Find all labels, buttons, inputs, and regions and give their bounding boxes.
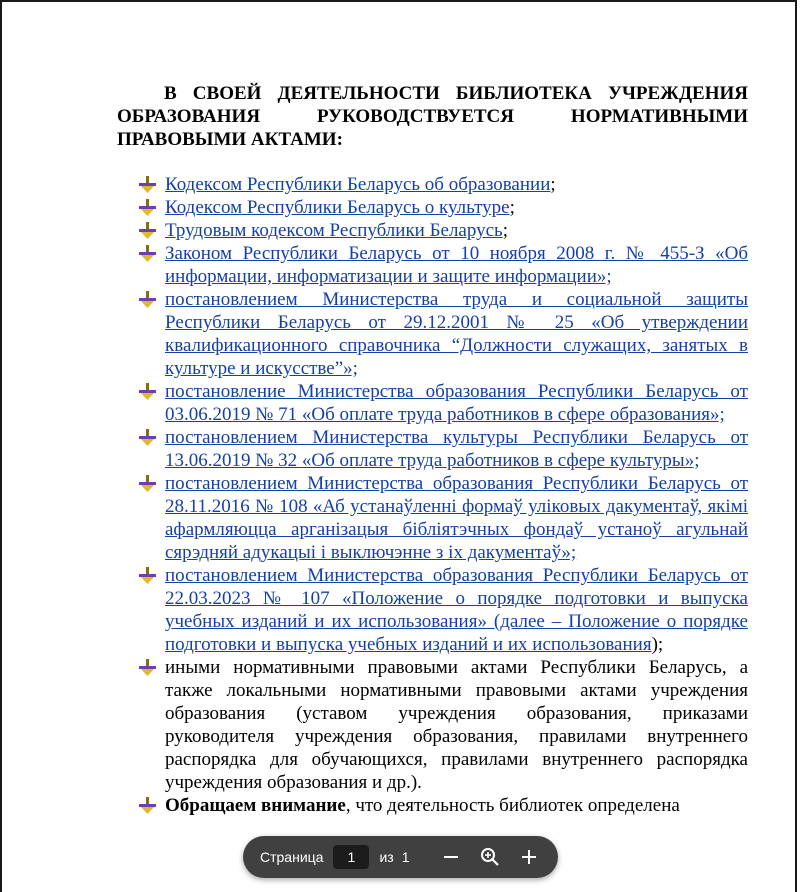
list-item-tail: ; bbox=[509, 197, 515, 218]
zoom-out-button[interactable] bbox=[436, 842, 466, 872]
notice-text: , что деятельность библиотек определена bbox=[345, 795, 680, 816]
magnifier-icon bbox=[480, 847, 500, 867]
arrow-bullet-icon bbox=[138, 245, 157, 262]
page-label: Страница bbox=[260, 849, 324, 865]
arrow-bullet-icon bbox=[138, 222, 157, 239]
list-item-link[interactable]: постановлением Министерства труда и социальной защиты Республики Беларусь от 29.12.2001 № 25 «Об утверждении квалификационного справочника “Должности служащих, занятых в культуре и искусстве”»; bbox=[165, 289, 748, 379]
list-item-tail: ; bbox=[550, 174, 556, 195]
list-item-link[interactable]: постановлением Министерства образования Республики Беларусь от 28.11.2016 № 108 «Аб устанаўленні формаў уліковых дакументаў, якімі афармляюцца арганізацыя бібліятэчных фондаў устаноў агульнай сярэдняй адукацыі і выключэнне з іх дакументаў»; bbox=[165, 473, 748, 563]
list-item bbox=[138, 288, 748, 380]
list-item bbox=[138, 656, 748, 794]
list-item-link[interactable]: постановлением Министерства образования Республики Беларусь от 22.03.2023 № 107 «Положение о порядке подготовки и выпуска учебных изданий и их использования» (далее – Положение о порядке подготовки и выпуска учебных изданий и их использования bbox=[165, 565, 748, 655]
plus-icon bbox=[521, 849, 537, 865]
fit-zoom-button[interactable] bbox=[475, 842, 505, 872]
total-pages: 1 bbox=[401, 849, 410, 865]
list-item bbox=[138, 426, 748, 472]
arrow-bullet-icon bbox=[138, 291, 157, 308]
pdf-page-toolbar bbox=[243, 836, 558, 878]
list-item bbox=[138, 564, 748, 656]
list-item-link[interactable]: постановлением Министерства культуры Республики Беларусь от 13.06.2019 № 32 «Об оплате труда работников в сфере культуры»; bbox=[165, 427, 748, 471]
list-item-link[interactable]: Трудовым кодексом Республики Беларусь bbox=[165, 220, 503, 241]
arrow-bullet-icon bbox=[138, 176, 157, 193]
list-item-link[interactable]: Законом Республики Беларусь от 10 ноября 2008 г. № 455-З «Об информации, информатизации и защите информации»; bbox=[165, 243, 748, 287]
list-item bbox=[138, 173, 748, 196]
list-item-tail: ; bbox=[502, 220, 508, 241]
list-item bbox=[138, 472, 748, 564]
list-item-link[interactable]: постановление Министерства образования Республики Беларусь от 03.06.2019 № 71 «Об оплате труда работников в сфере образования»; bbox=[165, 381, 748, 425]
list-item bbox=[138, 242, 748, 288]
arrow-bullet-icon bbox=[138, 383, 157, 400]
of-label: из bbox=[379, 849, 394, 865]
list-item bbox=[138, 794, 748, 817]
list-item bbox=[138, 196, 748, 219]
arrow-bullet-icon bbox=[138, 567, 157, 584]
list-item bbox=[138, 380, 748, 426]
notice-bold: Обращаем внимание bbox=[165, 795, 346, 816]
page-heading: В СВОЕЙ ДЕЯТЕЛЬНОСТИ БИБЛИОТЕКА УЧРЕЖДЕНИЯ ОБРАЗОВАНИЯ РУКОВОДСТВУЕТСЯ НОРМАТИВНЫМИ ПРАВОВЫМИ АКТАМИ: bbox=[117, 83, 748, 150]
arrow-bullet-icon bbox=[138, 475, 157, 492]
minus-icon bbox=[443, 849, 459, 865]
page-number-input[interactable]: 1 bbox=[333, 845, 369, 869]
list-item-tail: ); bbox=[651, 634, 664, 655]
zoom-in-button[interactable] bbox=[514, 842, 544, 872]
list-item bbox=[138, 219, 748, 242]
arrow-bullet-icon bbox=[138, 797, 157, 814]
list-item-link[interactable]: Кодексом Республики Беларусь о культуре bbox=[165, 197, 510, 218]
list-item-link[interactable]: Кодексом Республики Беларусь об образовании bbox=[165, 174, 551, 195]
arrow-bullet-icon bbox=[138, 199, 157, 216]
arrow-bullet-icon bbox=[138, 659, 157, 676]
arrow-bullet-icon bbox=[138, 429, 157, 446]
list-item-text: иными нормативными правовыми актами Республики Беларусь, а также локальными нормативными правовыми актами учреждения образования (уставом учреждения образования, приказами руководителя учреждения образования, правилами внутреннего распорядка для обучающихся, правилами внутреннего распорядка учреждения образования и др.). bbox=[165, 657, 748, 793]
acts-list bbox=[138, 173, 748, 817]
